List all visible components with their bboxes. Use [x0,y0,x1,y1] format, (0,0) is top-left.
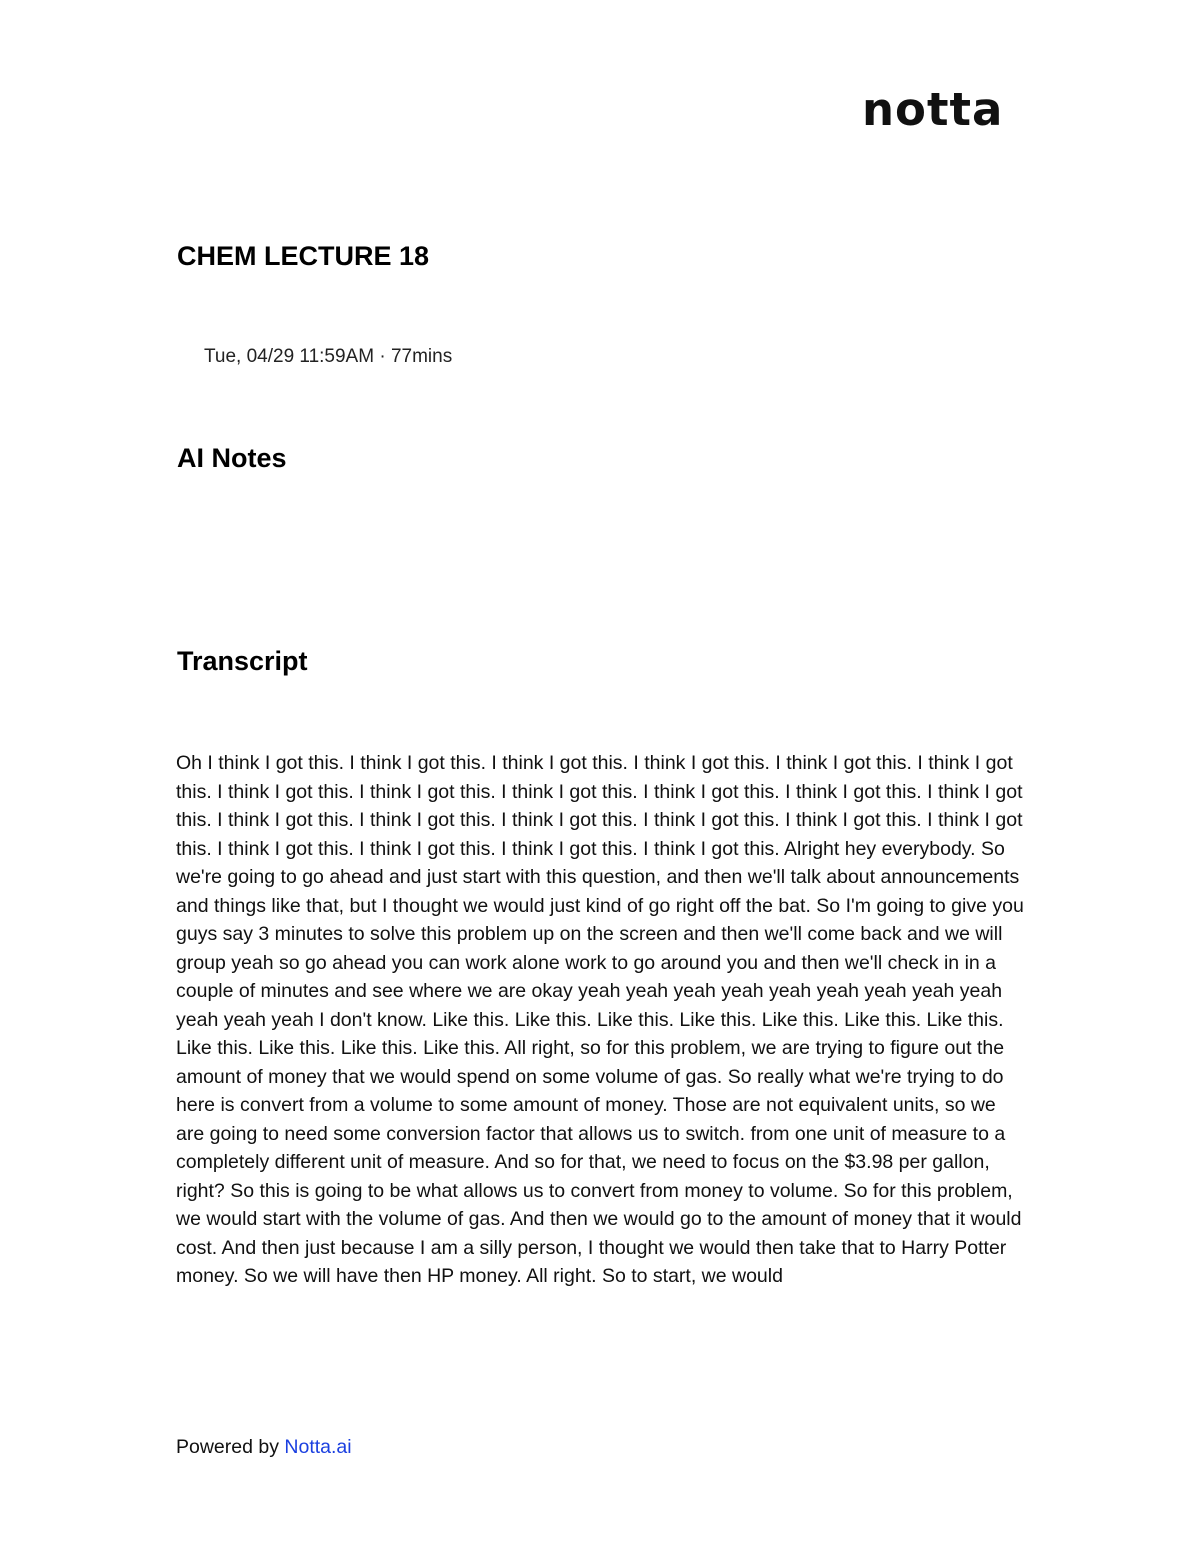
transcript-heading: Transcript [177,646,308,676]
ai-notes-heading: AI Notes [177,443,287,473]
notta-logo: notta [862,83,1004,136]
transcript-text: Oh I think I got this. I think I got this. I think I got this. I think I got this. I think I got this. I think I got this. I think I got this. I think I got this. I think I got this. I think I got this. I think I got this. I think I got this. I think I got this. I think I got this. I think I got this. I think I got this. I think I got this. I think I got this. I think I got this. I think I got this. I think I got this. I think I got this. Alright hey everybody. So we're going to go ahead and just start with this question, and then we'll talk about announcements and things like that, but I thought we would just kind of go right off the bat. So I'm going to give you guys say 3 minutes to solve this problem up on the screen and then we'll come back and we will group yeah so go ahead you can work alone work to go around you and then we'll check in in a couple of minutes and see where we are okay yeah yeah yeah yeah yeah yeah yeah yeah yeah yeah yeah yeah I don't know. Like this. Like this. Like this. Like this. Like this. Like this. Like this. Like this. Like this. Like this. Like this. All right, so for this problem, we are trying to figure out the amount of money that we would spend on some volume of gas. So really what we're trying to do here is convert from a volume to some amount of money. Those are not equivalent units, so we are going to need some conversion factor that allows us to switch. from one unit of measure to a completely different unit of measure. And so for that, we need to focus on the $3.98 per gallon, right? So this is going to be what allows us to convert from money to volume. So for this problem, we would start with the volume of gas. And then we would go to the amount of money that it would cost. And then just because I am a silly person, I thought we would then take that to Harry Potter money. So we will have then HP money. All right. So to start, we would [176,752,1024,1287]
powered-by-label: Powered by [176,1436,285,1458]
footer [176,1434,352,1460]
recording-meta: Tue, 04/29 11:59AM · 77mins [204,346,453,367]
notta-link[interactable]: Notta.ai [284,1436,352,1458]
document-title: CHEM LECTURE 18 [177,241,430,271]
